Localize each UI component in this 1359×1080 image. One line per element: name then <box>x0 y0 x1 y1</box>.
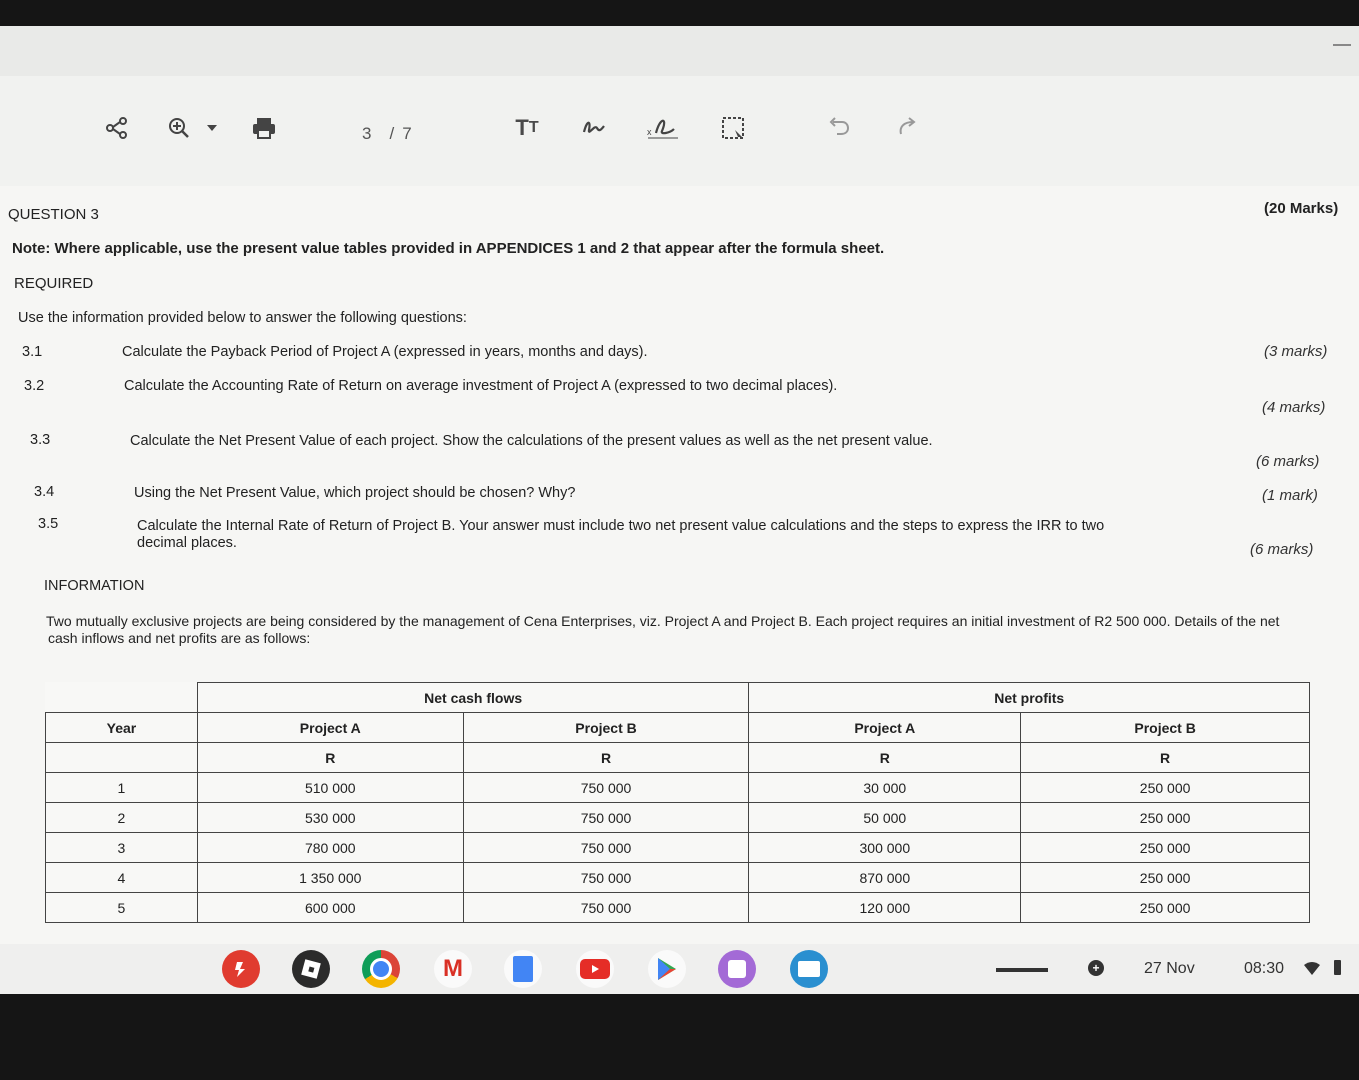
item-text-continued: decimal places. <box>137 535 237 551</box>
item-text: Calculate the Accounting Rate of Return on average investment of Project A (expressed to two decimal places). <box>124 378 838 394</box>
table-cell: 750 000 <box>463 803 749 833</box>
files-icon[interactable] <box>790 950 828 988</box>
table-row <box>46 773 1310 803</box>
chevron-down-icon[interactable] <box>204 114 220 142</box>
column-header: Project B <box>1021 713 1310 743</box>
battery-icon[interactable] <box>1334 960 1341 975</box>
item-marks: (6 marks) <box>1250 541 1314 558</box>
table-units-row <box>46 743 1310 773</box>
table-row <box>46 863 1310 893</box>
screen <box>0 26 1359 994</box>
information-paragraph-line2: cash inflows and net profits are as follows: <box>48 630 311 646</box>
youtube-icon[interactable] <box>576 950 614 988</box>
page-indicator <box>362 124 430 144</box>
note: Note: Where applicable, use the present value tables provided in APPENDICES 1 and 2 that appear after the formula sheet. <box>12 240 885 257</box>
year-cell: 4 <box>46 863 198 893</box>
unit-cell: R <box>463 743 749 773</box>
system-shelf <box>0 944 1359 994</box>
total-pages: 7 <box>402 124 412 143</box>
select-area-icon[interactable] <box>720 114 746 142</box>
item-number: 3.4 <box>34 484 55 500</box>
column-header: Project A <box>749 713 1021 743</box>
table-cell: 250 000 <box>1021 863 1310 893</box>
print-icon[interactable] <box>250 114 278 142</box>
item-marks: (4 marks) <box>1262 399 1326 416</box>
unit-cell: R <box>1021 743 1310 773</box>
keyboard-layout-indicator[interactable] <box>996 968 1048 972</box>
table-cell: 250 000 <box>1021 773 1310 803</box>
table-cell: 250 000 <box>1021 803 1310 833</box>
table-group-header-row <box>46 683 1310 713</box>
table-row <box>46 833 1310 863</box>
column-header: Project B <box>463 713 749 743</box>
item-text: Calculate the Payback Period of Project A (expressed in years, months and days). <box>122 344 648 360</box>
table-cell: 600 000 <box>197 893 463 923</box>
table-cell: 120 000 <box>749 893 1021 923</box>
item-marks: (3 marks) <box>1264 343 1328 360</box>
window-top-bar <box>0 26 1359 76</box>
year-cell: 2 <box>46 803 198 833</box>
unit-cell: R <box>749 743 1021 773</box>
chrome-icon[interactable] <box>362 950 400 988</box>
item-marks: (1 mark) <box>1262 487 1318 504</box>
pdf-toolbar <box>0 76 1359 187</box>
play-store-icon[interactable] <box>648 950 686 988</box>
year-cell: 3 <box>46 833 198 863</box>
table-cell: 510 000 <box>197 773 463 803</box>
svg-text:x: x <box>647 127 652 137</box>
year-cell: 1 <box>46 773 198 803</box>
undo-icon[interactable] <box>826 114 852 142</box>
table-cell: 530 000 <box>197 803 463 833</box>
table-cell: 300 000 <box>749 833 1021 863</box>
current-page[interactable]: 3 <box>362 124 372 143</box>
table-cell: 780 000 <box>197 833 463 863</box>
item-text: Using the Net Present Value, which project should be chosen? Why? <box>134 485 576 501</box>
table-cell: 750 000 <box>463 863 749 893</box>
document-page <box>0 186 1359 976</box>
wifi-icon[interactable] <box>1304 962 1320 981</box>
item-number: 3.3 <box>30 432 51 448</box>
table-cell: 250 000 <box>1021 833 1310 863</box>
question-title: QUESTION 3 <box>8 206 99 223</box>
item-marks: (6 marks) <box>1256 453 1320 470</box>
question-total-marks: (20 Marks) <box>1264 200 1339 217</box>
item-number: 3.1 <box>22 344 43 360</box>
item-text: Calculate the Internal Rate of Return of Project B. Your answer must include two net present value calculations and the steps to express the IRR to two <box>137 518 1105 534</box>
roblox-icon[interactable] <box>292 950 330 988</box>
column-header: Project A <box>197 713 463 743</box>
group-header-net-cash-flows: Net cash flows <box>197 683 749 713</box>
highlight-icon[interactable] <box>580 114 608 142</box>
minimize-icon[interactable] <box>1333 44 1351 46</box>
data-table <box>45 682 1310 923</box>
table-cell: 1 350 000 <box>197 863 463 893</box>
table-cell: 30 000 <box>749 773 1021 803</box>
page-separator: / <box>389 124 395 143</box>
zoom-in-icon[interactable] <box>166 114 192 142</box>
year-cell: 5 <box>46 893 198 923</box>
launcher-icon[interactable] <box>222 950 260 988</box>
redo-icon[interactable] <box>894 114 920 142</box>
canvas-icon[interactable] <box>718 950 756 988</box>
item-number: 3.5 <box>38 516 59 532</box>
item-number: 3.2 <box>24 378 45 394</box>
docs-icon[interactable] <box>504 950 542 988</box>
information-heading: INFORMATION <box>44 578 145 594</box>
table-cell: 750 000 <box>463 833 749 863</box>
group-header-net-profits: Net profits <box>749 683 1310 713</box>
table-column-header-row <box>46 713 1310 743</box>
year-header: Year <box>46 713 198 743</box>
gmail-icon[interactable]: M <box>434 950 472 988</box>
table-row <box>46 893 1310 923</box>
table-cell: 870 000 <box>749 863 1021 893</box>
add-icon[interactable]: + <box>1088 960 1104 976</box>
table-cell: 250 000 <box>1021 893 1310 923</box>
required-heading: REQUIRED <box>14 275 94 292</box>
signature-icon[interactable] <box>646 114 680 142</box>
share-icon[interactable] <box>104 114 130 142</box>
date-label[interactable]: 27 Nov <box>1144 960 1195 977</box>
table-cell: 750 000 <box>463 773 749 803</box>
instruction: Use the information provided below to answer the following questions: <box>18 310 467 326</box>
table-row <box>46 803 1310 833</box>
time-label[interactable]: 08:30 <box>1244 960 1285 977</box>
item-text: Calculate the Net Present Value of each project. Show the calculations of the present values as well as the net present value. <box>130 433 933 449</box>
information-paragraph-line1: Two mutually exclusive projects are being considered by the management of Cena Enterprises, viz. Project A and Project B. Each project requires an initial investment of R2 500 000. Details of the net <box>46 613 1280 629</box>
text-size-icon[interactable]: T T <box>515 115 539 140</box>
table-cell: 750 000 <box>463 893 749 923</box>
table-cell: 50 000 <box>749 803 1021 833</box>
unit-cell: R <box>197 743 463 773</box>
